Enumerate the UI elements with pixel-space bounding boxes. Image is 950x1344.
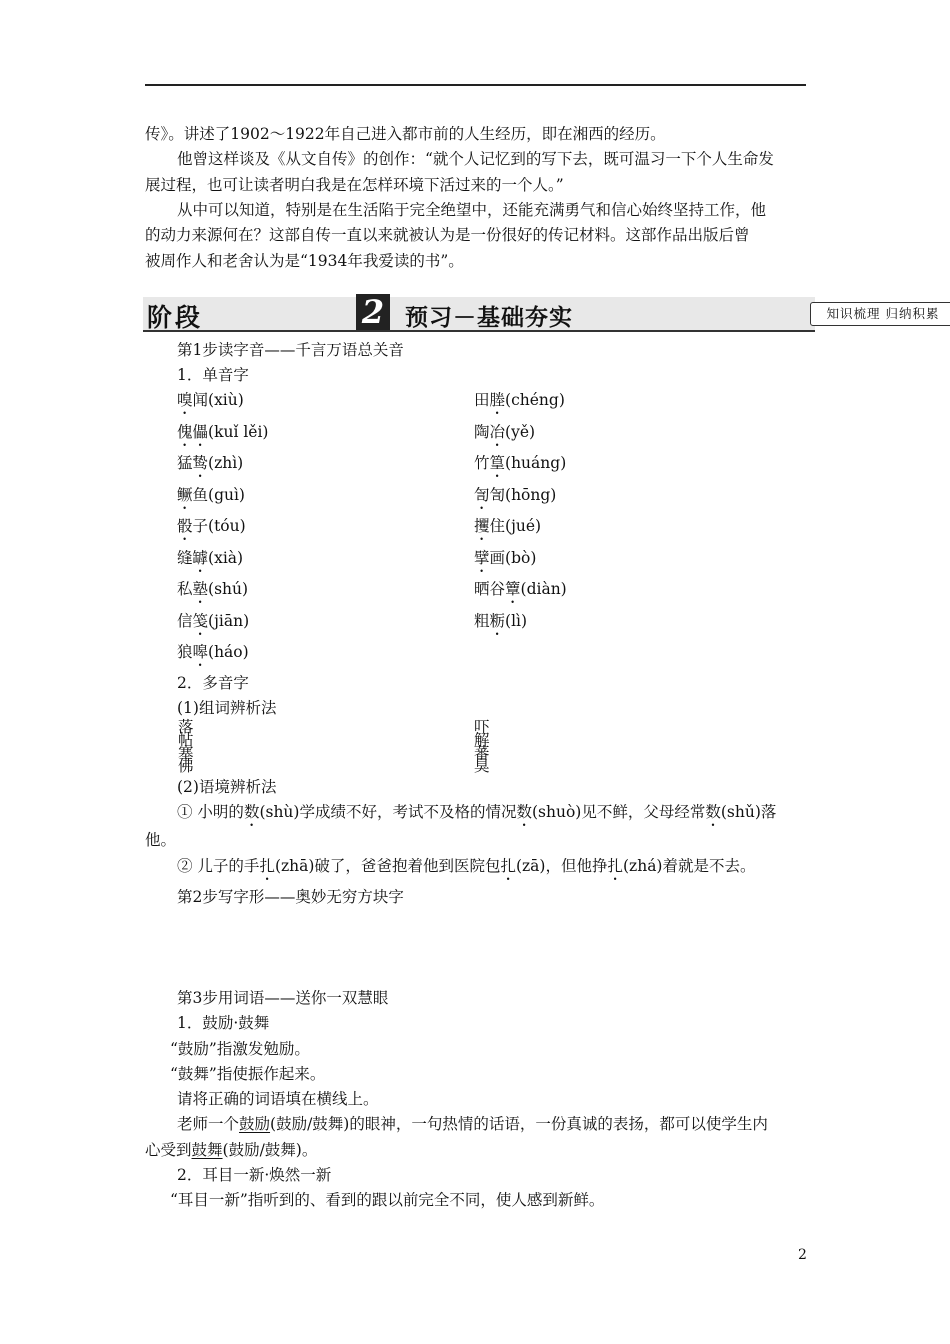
pronunciation-item: 攫住(jué) bbox=[474, 517, 542, 535]
step2-heading: 第2步写字形——奥妙无穷方块字 bbox=[177, 888, 404, 906]
pronunciation-item: 信笺(jiān) bbox=[177, 611, 250, 630]
polyphone-char: 落 bbox=[178, 718, 194, 736]
polyphone-char: 塞 bbox=[178, 744, 194, 762]
answer-2: 鼓舞 bbox=[191, 1141, 223, 1159]
pronunciation-item: 狼嗥(háo) bbox=[177, 643, 249, 661]
intro-line-5: 的动力来源何在？这部自传一直以来就被认为是一份很好的传记材料。这部作品出版后曾 bbox=[145, 226, 750, 244]
pronunciation-item: 骰子(tóu) bbox=[177, 517, 246, 535]
polyphone-stack-left bbox=[178, 718, 194, 775]
polyphone-char: 佛 bbox=[178, 757, 194, 775]
polyphone-char: 帖 bbox=[178, 731, 194, 749]
stage-tag: 知识梳理 归纳积累 bbox=[810, 302, 950, 326]
example-1-cont: 他。 bbox=[145, 831, 177, 849]
pronunciation-item: 粗粝(lì) bbox=[474, 611, 528, 630]
pronunciation-item: 擘画(bò) bbox=[474, 548, 537, 567]
item1-def1: “鼓励”指激发勉励。 bbox=[170, 1040, 310, 1058]
pronunciation-item: 竹篁(huáng) bbox=[474, 454, 567, 472]
intro-line-6: 被周作人和老舍认为是“1934年我爱读的书”。 bbox=[145, 252, 464, 270]
item1-sentence: 老师一个鼓励(鼓励/鼓舞)的眼神，一句热情的话语，一份真诚的表扬，都可以使学生内 bbox=[177, 1115, 768, 1133]
step3-heading: 第3步用词语——送你一双慧眼 bbox=[177, 989, 389, 1007]
page-number: 2 bbox=[798, 1247, 807, 1263]
stage-banner bbox=[143, 293, 940, 332]
polyphone-char: 蕃 bbox=[474, 744, 490, 762]
pronunciation-item: 傀儡(kuǐ lěi) bbox=[177, 422, 269, 441]
item1-task: 请将正确的词语填在横线上。 bbox=[177, 1090, 379, 1108]
header-rule bbox=[145, 84, 806, 86]
item1-title: 1．鼓励·鼓舞 bbox=[177, 1014, 270, 1032]
pronunciation-item: 陶冶(yě) bbox=[474, 422, 536, 441]
polyphone-char: 解 bbox=[474, 731, 490, 749]
example-1: ① 小明的数(shù)学成绩不好，考试不及格的情况数(shuò)见不鲜，父母经常数(shǔ)落 bbox=[177, 803, 777, 821]
single-char-heading: 1．单音字 bbox=[177, 366, 249, 384]
pronunciation-item: 猛鸷(zhì) bbox=[177, 454, 244, 472]
pronunciation-item: 晒谷簟(diàn) bbox=[474, 580, 567, 598]
pronunciation-item: 嗅闻(xiù) bbox=[177, 391, 244, 409]
intro-line-3: 展过程，也可让读者明白我是在怎样环境下活过来的一个人。” bbox=[145, 176, 564, 194]
stage-title: 预习－基础夯实 bbox=[405, 304, 573, 331]
pronunciation-item: 私塾(shú) bbox=[177, 580, 249, 598]
polyphone-char: 臭 bbox=[474, 757, 490, 775]
item1-def2: “鼓舞”指使振作起来。 bbox=[170, 1065, 326, 1083]
multi-char-heading: 2．多音字 bbox=[177, 674, 249, 692]
item2-title: 2．耳目一新·焕然一新 bbox=[177, 1166, 332, 1184]
intro-line-2: 他曾这样谈及《从文自传》的创作：“就个人记忆到的写下去，既可温习一下个人生命发 bbox=[177, 150, 774, 168]
pronunciation-item: 訇訇(hōng) bbox=[474, 485, 557, 504]
stage-label: 阶段 bbox=[147, 303, 204, 332]
intro-line-4: 从中可以知道，特别是在生活陷于完全绝望中，还能充满勇气和信心始终坚持工作，他 bbox=[177, 201, 767, 219]
pronunciation-item: 鳜鱼(guì) bbox=[177, 485, 245, 504]
stage-number: 2 bbox=[356, 294, 390, 330]
method2-heading: (2)语境辨析法 bbox=[177, 778, 277, 796]
pronunciation-item: 田塍(chéng) bbox=[474, 391, 565, 409]
pronunciation-item: 缝罅(xià) bbox=[177, 548, 244, 567]
step1-heading: 第1步读字音——千言万语总关音 bbox=[177, 341, 404, 359]
item2-def1: “耳目一新”指听到的、看到的跟以前完全不同，使人感到新鲜。 bbox=[170, 1191, 605, 1209]
example-2: ② 儿子的手扎(zhā)破了，爸爸抱着他到医院包扎(zā)，但他挣扎(zhá)着就是不去。 bbox=[177, 857, 756, 875]
method1-heading: (1)组词辨析法 bbox=[177, 699, 277, 717]
polyphone-char: 吓 bbox=[474, 718, 490, 736]
intro-line-1: 传》。讲述了1902～1922年自己进入都市前的人生经历，即在湘西的经历。 bbox=[145, 125, 666, 143]
polyphone-stack-right bbox=[474, 718, 490, 775]
item1-sentence-cont: 心受到鼓舞(鼓励/鼓舞)。 bbox=[145, 1141, 318, 1159]
answer-1: 鼓励 bbox=[239, 1115, 271, 1133]
